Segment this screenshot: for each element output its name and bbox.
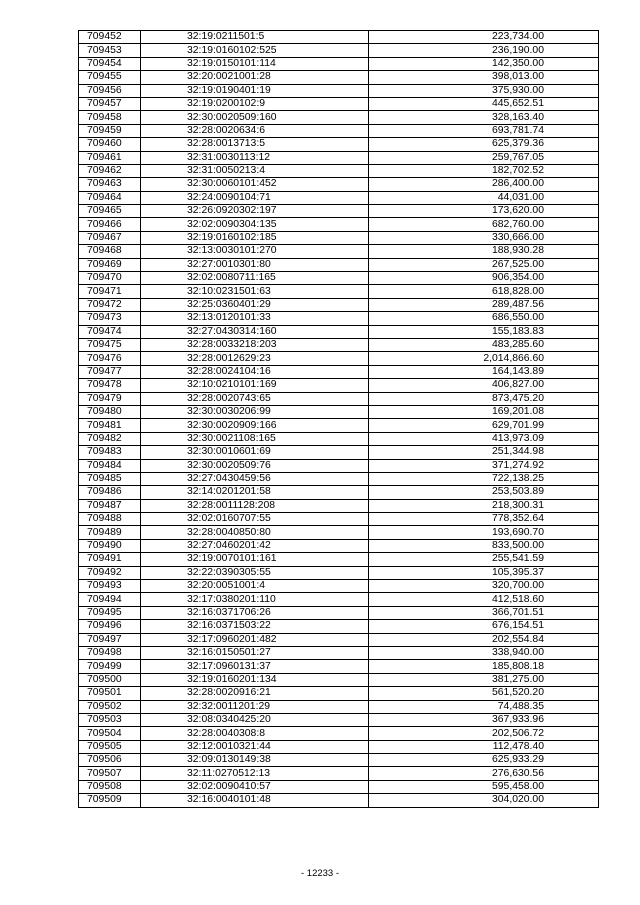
cadastral-number-cell: 32:10:0210101:169 xyxy=(141,379,369,392)
row-id-cell: 709504 xyxy=(79,727,141,740)
row-id-cell: 709460 xyxy=(79,138,141,151)
amount-cell: 251,344.98 xyxy=(369,446,599,459)
table-row xyxy=(79,660,599,673)
table-row xyxy=(79,566,599,579)
table-row xyxy=(79,138,599,151)
cadastral-number-cell: 32:30:0020509:160 xyxy=(141,111,369,124)
row-id-cell: 709492 xyxy=(79,566,141,579)
amount-cell: 375,930.00 xyxy=(369,84,599,97)
amount-cell: 406,827.00 xyxy=(369,379,599,392)
amount-cell: 367,933.96 xyxy=(369,713,599,726)
row-id-cell: 709458 xyxy=(79,111,141,124)
table-row xyxy=(79,754,599,767)
table-row xyxy=(79,57,599,70)
amount-cell: 778,352.64 xyxy=(369,513,599,526)
table-row xyxy=(79,740,599,753)
amount-cell: 182,702.52 xyxy=(369,164,599,177)
table-row xyxy=(79,31,599,44)
amount-cell: 112,478.40 xyxy=(369,740,599,753)
table-row xyxy=(79,245,599,258)
row-id-cell: 709477 xyxy=(79,365,141,378)
table-row xyxy=(79,446,599,459)
amount-cell: 289,487.56 xyxy=(369,298,599,311)
table-row xyxy=(79,499,599,512)
row-id-cell: 709463 xyxy=(79,178,141,191)
cadastral-number-cell: 32:30:0030206:99 xyxy=(141,405,369,418)
amount-cell: 328,163.40 xyxy=(369,111,599,124)
cadastral-number-cell: 32:28:0040850:80 xyxy=(141,526,369,539)
amount-cell: 625,379.36 xyxy=(369,138,599,151)
table-row xyxy=(79,352,599,365)
table-row xyxy=(79,84,599,97)
table-row xyxy=(79,794,599,807)
cadastral-number-cell: 32:30:0060101:452 xyxy=(141,178,369,191)
cadastral-number-cell: 32:28:0020916:21 xyxy=(141,687,369,700)
row-id-cell: 709486 xyxy=(79,486,141,499)
amount-cell: 483,285.60 xyxy=(369,338,599,351)
cadastral-number-cell: 32:09:0130149:38 xyxy=(141,754,369,767)
row-id-cell: 709468 xyxy=(79,245,141,258)
cadastral-number-cell: 32:22:0390305:55 xyxy=(141,566,369,579)
row-id-cell: 709461 xyxy=(79,151,141,164)
cadastral-number-cell: 32:28:0033218:203 xyxy=(141,338,369,351)
row-id-cell: 709499 xyxy=(79,660,141,673)
amount-cell: 259,767.05 xyxy=(369,151,599,164)
row-id-cell: 709502 xyxy=(79,700,141,713)
table-row xyxy=(79,620,599,633)
amount-cell: 74,488.35 xyxy=(369,700,599,713)
row-id-cell: 709454 xyxy=(79,57,141,70)
row-id-cell: 709507 xyxy=(79,767,141,780)
amount-cell: 722,138.25 xyxy=(369,472,599,485)
table-row xyxy=(79,151,599,164)
cadastral-number-cell: 32:16:0371706:26 xyxy=(141,606,369,619)
data-table xyxy=(78,30,599,808)
amount-cell: 320,700.00 xyxy=(369,580,599,593)
row-id-cell: 709489 xyxy=(79,526,141,539)
table-row xyxy=(79,298,599,311)
amount-cell: 185,808.18 xyxy=(369,660,599,673)
row-id-cell: 709497 xyxy=(79,633,141,646)
cadastral-number-cell: 32:11:0270512:13 xyxy=(141,767,369,780)
amount-cell: 693,781.74 xyxy=(369,124,599,137)
row-id-cell: 709506 xyxy=(79,754,141,767)
row-id-cell: 709456 xyxy=(79,84,141,97)
cadastral-number-cell: 32:31:0050213:4 xyxy=(141,164,369,177)
table-row xyxy=(79,258,599,271)
table-row xyxy=(79,526,599,539)
amount-cell: 366,701.51 xyxy=(369,606,599,619)
row-id-cell: 709469 xyxy=(79,258,141,271)
amount-cell: 676,154.51 xyxy=(369,620,599,633)
table-row xyxy=(79,191,599,204)
table-row xyxy=(79,780,599,793)
cadastral-number-cell: 32:30:0010601:69 xyxy=(141,446,369,459)
table-row xyxy=(79,405,599,418)
row-id-cell: 709508 xyxy=(79,780,141,793)
cadastral-number-cell: 32:17:0960201:482 xyxy=(141,633,369,646)
cadastral-number-cell: 32:08:0340425:20 xyxy=(141,713,369,726)
table-row xyxy=(79,553,599,566)
cadastral-number-cell: 32:19:0160102:525 xyxy=(141,44,369,57)
amount-cell: 255,541.59 xyxy=(369,553,599,566)
row-id-cell: 709484 xyxy=(79,459,141,472)
cadastral-number-cell: 32:16:0371503:22 xyxy=(141,620,369,633)
page-number: - 12233 - xyxy=(300,868,340,879)
row-id-cell: 709501 xyxy=(79,687,141,700)
table-row xyxy=(79,432,599,445)
row-id-cell: 709464 xyxy=(79,191,141,204)
row-id-cell: 709496 xyxy=(79,620,141,633)
cadastral-number-cell: 32:02:0080711:165 xyxy=(141,272,369,285)
row-id-cell: 709485 xyxy=(79,472,141,485)
row-id-cell: 709505 xyxy=(79,740,141,753)
cadastral-number-cell: 32:28:0020743:65 xyxy=(141,392,369,405)
amount-cell: 412,518.60 xyxy=(369,593,599,606)
table-row xyxy=(79,338,599,351)
amount-cell: 253,503.89 xyxy=(369,486,599,499)
table-row xyxy=(79,205,599,218)
amount-cell: 202,554.84 xyxy=(369,633,599,646)
amount-cell: 381,275.00 xyxy=(369,673,599,686)
cadastral-number-cell: 32:26:0920302:197 xyxy=(141,205,369,218)
amount-cell: 833,500.00 xyxy=(369,539,599,552)
cadastral-number-cell: 32:28:0020634:6 xyxy=(141,124,369,137)
row-id-cell: 709479 xyxy=(79,392,141,405)
row-id-cell: 709480 xyxy=(79,405,141,418)
cadastral-number-cell: 32:02:0090304:135 xyxy=(141,218,369,231)
amount-cell: 155,183.83 xyxy=(369,325,599,338)
table-row xyxy=(79,472,599,485)
amount-cell: 371,274.92 xyxy=(369,459,599,472)
table-row xyxy=(79,325,599,338)
table-row xyxy=(79,419,599,432)
table-row xyxy=(79,392,599,405)
cadastral-number-cell: 32:27:0010301:80 xyxy=(141,258,369,271)
amount-cell: 173,620.00 xyxy=(369,205,599,218)
amount-cell: 193,690.70 xyxy=(369,526,599,539)
amount-cell: 188,930.28 xyxy=(369,245,599,258)
cadastral-number-cell: 32:25:0360401:29 xyxy=(141,298,369,311)
cadastral-number-cell: 32:24:0090104:71 xyxy=(141,191,369,204)
amount-cell: 164,143.89 xyxy=(369,365,599,378)
cadastral-number-cell: 32:02:0090410:57 xyxy=(141,780,369,793)
cadastral-number-cell: 32:20:0021001:28 xyxy=(141,71,369,84)
table-row xyxy=(79,44,599,57)
row-id-cell: 709470 xyxy=(79,272,141,285)
amount-cell: 330,666.00 xyxy=(369,231,599,244)
table-row xyxy=(79,111,599,124)
table-row xyxy=(79,539,599,552)
row-id-cell: 709498 xyxy=(79,646,141,659)
cadastral-number-cell: 32:16:0040101:48 xyxy=(141,794,369,807)
row-id-cell: 709483 xyxy=(79,446,141,459)
amount-cell: 276,630.56 xyxy=(369,767,599,780)
row-id-cell: 709452 xyxy=(79,31,141,44)
cadastral-number-cell: 32:19:0070101:161 xyxy=(141,553,369,566)
cadastral-number-cell: 32:19:0160201:134 xyxy=(141,673,369,686)
amount-cell: 304,020.00 xyxy=(369,794,599,807)
cadastral-number-cell: 32:32:0011201:29 xyxy=(141,700,369,713)
row-id-cell: 709455 xyxy=(79,71,141,84)
cadastral-number-cell: 32:19:0150101:114 xyxy=(141,57,369,70)
table-row xyxy=(79,178,599,191)
table-row xyxy=(79,365,599,378)
amount-cell: 2,014,866.60 xyxy=(369,352,599,365)
amount-cell: 398,013.00 xyxy=(369,71,599,84)
row-id-cell: 709462 xyxy=(79,164,141,177)
amount-cell: 223,734.00 xyxy=(369,31,599,44)
cadastral-number-cell: 32:12:0010321:44 xyxy=(141,740,369,753)
cadastral-number-cell: 32:28:0012629:23 xyxy=(141,352,369,365)
row-id-cell: 709466 xyxy=(79,218,141,231)
row-id-cell: 709503 xyxy=(79,713,141,726)
cadastral-number-cell: 32:27:0430314:160 xyxy=(141,325,369,338)
cadastral-number-cell: 32:13:0120101:33 xyxy=(141,312,369,325)
cadastral-number-cell: 32:02:0160707:55 xyxy=(141,513,369,526)
cadastral-number-cell: 32:28:0040308:8 xyxy=(141,727,369,740)
cadastral-number-cell: 32:20:0051001:4 xyxy=(141,580,369,593)
cadastral-number-cell: 32:27:0430459:56 xyxy=(141,472,369,485)
row-id-cell: 709495 xyxy=(79,606,141,619)
cadastral-number-cell: 32:19:0160102:185 xyxy=(141,231,369,244)
table-row xyxy=(79,593,599,606)
table-row xyxy=(79,124,599,137)
amount-cell: 413,973.09 xyxy=(369,432,599,445)
table-row xyxy=(79,272,599,285)
cadastral-number-cell: 32:30:0020909:166 xyxy=(141,419,369,432)
amount-cell: 873,475.20 xyxy=(369,392,599,405)
cadastral-number-cell: 32:13:0030101:270 xyxy=(141,245,369,258)
amount-cell: 202,506.72 xyxy=(369,727,599,740)
table-row xyxy=(79,486,599,499)
amount-cell: 682,760.00 xyxy=(369,218,599,231)
table-row xyxy=(79,633,599,646)
amount-cell: 236,190.00 xyxy=(369,44,599,57)
amount-cell: 142,350.00 xyxy=(369,57,599,70)
amount-cell: 629,701.99 xyxy=(369,419,599,432)
table-row xyxy=(79,312,599,325)
row-id-cell: 709478 xyxy=(79,379,141,392)
row-id-cell: 709453 xyxy=(79,44,141,57)
amount-cell: 595,458.00 xyxy=(369,780,599,793)
cadastral-number-cell: 32:28:0024104:16 xyxy=(141,365,369,378)
row-id-cell: 709481 xyxy=(79,419,141,432)
table-row xyxy=(79,687,599,700)
cadastral-number-cell: 32:17:0960131:37 xyxy=(141,660,369,673)
amount-cell: 267,525.00 xyxy=(369,258,599,271)
row-id-cell: 709500 xyxy=(79,673,141,686)
table-row xyxy=(79,646,599,659)
table-row xyxy=(79,727,599,740)
amount-cell: 218,300.31 xyxy=(369,499,599,512)
row-id-cell: 709473 xyxy=(79,312,141,325)
amount-cell: 105,395.37 xyxy=(369,566,599,579)
table-row xyxy=(79,700,599,713)
cadastral-number-cell: 32:16:0150501:27 xyxy=(141,646,369,659)
cadastral-number-cell: 32:30:0020509:76 xyxy=(141,459,369,472)
table-row xyxy=(79,459,599,472)
row-id-cell: 709467 xyxy=(79,231,141,244)
table-row xyxy=(79,513,599,526)
table-row xyxy=(79,673,599,686)
cadastral-number-cell: 32:10:0231501:63 xyxy=(141,285,369,298)
amount-cell: 286,400.00 xyxy=(369,178,599,191)
cadastral-number-cell: 32:27:0460201:42 xyxy=(141,539,369,552)
table-row xyxy=(79,218,599,231)
table-row xyxy=(79,379,599,392)
row-id-cell: 709459 xyxy=(79,124,141,137)
table-row xyxy=(79,71,599,84)
row-id-cell: 709471 xyxy=(79,285,141,298)
row-id-cell: 709488 xyxy=(79,513,141,526)
cadastral-number-cell: 32:14:0201201:58 xyxy=(141,486,369,499)
cadastral-number-cell: 32:19:0211501:5 xyxy=(141,31,369,44)
table-row xyxy=(79,97,599,110)
amount-cell: 686,550.00 xyxy=(369,312,599,325)
cadastral-number-cell: 32:28:0013713:5 xyxy=(141,138,369,151)
table-row xyxy=(79,580,599,593)
table-row xyxy=(79,285,599,298)
amount-cell: 618,828.00 xyxy=(369,285,599,298)
table-body xyxy=(79,31,599,808)
cadastral-number-cell: 32:17:0380201:110 xyxy=(141,593,369,606)
table-row xyxy=(79,606,599,619)
row-id-cell: 709475 xyxy=(79,338,141,351)
row-id-cell: 709494 xyxy=(79,593,141,606)
cadastral-number-cell: 32:28:0011128:208 xyxy=(141,499,369,512)
row-id-cell: 709472 xyxy=(79,298,141,311)
row-id-cell: 709509 xyxy=(79,794,141,807)
amount-cell: 169,201.08 xyxy=(369,405,599,418)
amount-cell: 906,354.00 xyxy=(369,272,599,285)
row-id-cell: 709490 xyxy=(79,539,141,552)
row-id-cell: 709465 xyxy=(79,205,141,218)
row-id-cell: 709474 xyxy=(79,325,141,338)
table-row xyxy=(79,767,599,780)
row-id-cell: 709482 xyxy=(79,432,141,445)
amount-cell: 625,933.29 xyxy=(369,754,599,767)
row-id-cell: 709491 xyxy=(79,553,141,566)
row-id-cell: 709476 xyxy=(79,352,141,365)
amount-cell: 44,031.00 xyxy=(369,191,599,204)
amount-cell: 445,652.51 xyxy=(369,97,599,110)
cadastral-number-cell: 32:19:0190401:19 xyxy=(141,84,369,97)
table-row xyxy=(79,713,599,726)
table-row xyxy=(79,164,599,177)
cadastral-number-cell: 32:19:0200102:9 xyxy=(141,97,369,110)
row-id-cell: 709487 xyxy=(79,499,141,512)
amount-cell: 561,520.20 xyxy=(369,687,599,700)
table-row xyxy=(79,231,599,244)
cadastral-number-cell: 32:31:0030113:12 xyxy=(141,151,369,164)
amount-cell: 338,940.00 xyxy=(369,646,599,659)
cadastral-number-cell: 32:30:0021108:165 xyxy=(141,432,369,445)
row-id-cell: 709457 xyxy=(79,97,141,110)
row-id-cell: 709493 xyxy=(79,580,141,593)
